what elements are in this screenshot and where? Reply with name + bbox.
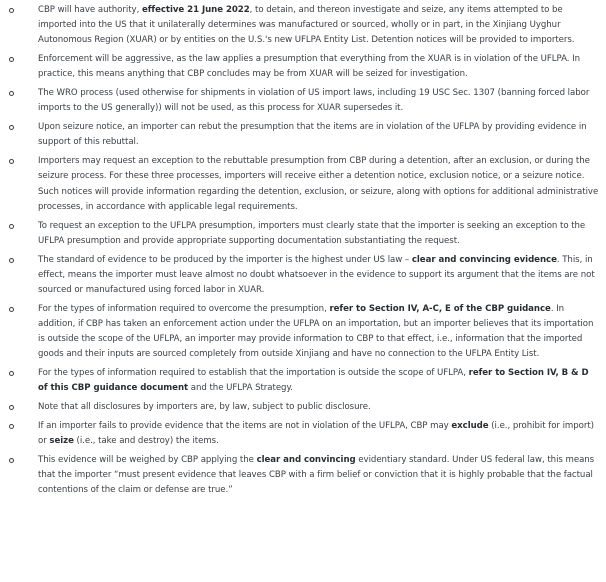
bullet-text [38, 421, 594, 446]
hollow-circle-bullet-icon [9, 405, 14, 410]
bullet-text [38, 221, 585, 246]
bullet-item [0, 453, 600, 499]
bullet-text [38, 455, 594, 495]
text-run: To request an exception to the UFLPA presumption, importers must clearly state that the importer is seeking an exception to the UFLPA presumption and provide appropriate supporting documentation substantiating the request. [38, 220, 586, 246]
bullet-item [0, 154, 600, 215]
bullet-item [0, 3, 600, 49]
text-run: If an importer fails to provide evidence that the items are not in violation of the UFLPA, CBP may [38, 421, 452, 432]
hollow-circle-bullet-icon [9, 125, 14, 130]
hollow-circle-bullet-icon [9, 8, 14, 13]
bullet-item [0, 253, 600, 299]
text-run: For the types of information required to overcome the presumption, [38, 303, 330, 314]
hollow-circle-bullet-icon [9, 57, 14, 62]
text-run: Enforcement will be aggressive, as the law applies a presumption that everything from the XUAR is in violation of the UFLPA. In practice, this means anything that CBP concludes may be from XUAR will be seized for investigation. [38, 54, 580, 80]
hollow-circle-bullet-icon [9, 458, 14, 463]
bullet-text [38, 255, 595, 295]
hollow-circle-bullet-icon [9, 258, 14, 263]
hollow-circle-bullet-icon [9, 91, 14, 96]
emphasized-text: exclude [451, 421, 489, 432]
bullet-text [38, 368, 589, 393]
hollow-circle-bullet-icon [9, 224, 14, 229]
text-run: CBP will have authority, [38, 5, 142, 15]
emphasized-text: effective 21 June 2022 [141, 5, 250, 15]
text-run: This evidence will be weighed by CBP applying the [38, 455, 257, 466]
bullet-item [0, 52, 600, 82]
text-run: evidentiary standard. Under US federal law, this means that the importer “must present evidence that leaves CBP with a firm belief or conviction that it is highly probable that the factual contentions of the claim or defense are true.” [38, 455, 595, 496]
text-run: Note that all disclosures by importers are, by law, subject to public disclosure. [38, 402, 371, 413]
text-run: The WRO process (used otherwise for shipments in violation of US import laws, including 19 USC Sec. 1307 (banning forced labor imports to the US generally)) will not be used, as this process for XUAR supersedes it. [38, 88, 590, 114]
bullet-item [0, 419, 600, 449]
bullet-text [38, 156, 598, 212]
bullet-text [38, 88, 589, 113]
hollow-circle-bullet-icon [9, 424, 14, 429]
hollow-circle-bullet-icon [9, 307, 14, 312]
bullet-item [0, 120, 600, 150]
text-run: and the UFLPA Strategy. [188, 383, 293, 394]
text-run: Upon seizure notice, an importer can rebut the presumption that the items are in violation of the UFLPA by providing evidence in support of this rebuttal. [38, 122, 587, 148]
emphasized-text: clear and convincing evidence [411, 254, 557, 265]
bullet-text [38, 304, 593, 360]
bullet-item [0, 400, 600, 415]
bullet-text [38, 54, 580, 79]
text-run: For the types of information required to establish that the importation is outside the scope of UFLPA, [38, 368, 469, 379]
text-run: (i.e., prohibit for import) or [38, 421, 594, 447]
emphasized-text: clear and convincing [256, 455, 356, 466]
bullet-item [0, 219, 600, 249]
bullet-item [0, 366, 600, 396]
emphasized-text: seize [49, 436, 74, 447]
text-run: , to detain, and thereon investigate and seize, any items attempted to be imported into the US that it unilaterally determines was manufactured or sourced, wholly or in part, in the Xinjiang Uyghur Autonomous Region (XUAR) or by entities on the U.S.'s new UFLPA Entity List. Detention notices will be provided to importers. [38, 5, 575, 46]
text-run: (i.e., take and destroy) the items. [73, 436, 219, 447]
emphasized-text: refer to Section IV, B & D of this CBP guidance document [38, 368, 589, 394]
hollow-circle-bullet-icon [9, 371, 14, 376]
bullet-text [38, 122, 587, 147]
bullet-item [0, 302, 600, 363]
bullet-text [38, 5, 574, 45]
text-run: The standard of evidence to be produced by the importer is the highest under US law – [38, 254, 412, 265]
bullet-text [38, 402, 371, 412]
hollow-circle-bullet-icon [9, 159, 14, 164]
text-run: . In addition, if CBP has taken an enforcement action under the UFLPA on an importation, but an importer believes that its importation is outside the scope of the UFLPA, an importer may provide information to CBP to that effect, i.e., information that the imported goods and their inputs are sourced completely from outside Xinjiang and have no connection to the UFLPA Entity List. [38, 303, 594, 360]
text-run: . This, in effect, means the importer must leave almost no doubt whatsoever in the evidence to support its argument that the items are not sourced or manufactured using forced labor in XUAR. [38, 254, 595, 296]
text-run: Importers may request an exception to the rebuttable presumption from CBP during a detention, after an exclusion, or during the seizure process. For these three processes, importers will receive either a detention notice, exclusion notice, or a seizure notice. Such notices will provide information regarding the detention, exclusion, or seizure, along with options for additional administrative processes, in accordance with applicable legal requirements. [38, 156, 599, 212]
bullet-item [0, 86, 600, 116]
emphasized-text: refer to Section IV, A-C, E of the CBP guidance [329, 303, 551, 314]
